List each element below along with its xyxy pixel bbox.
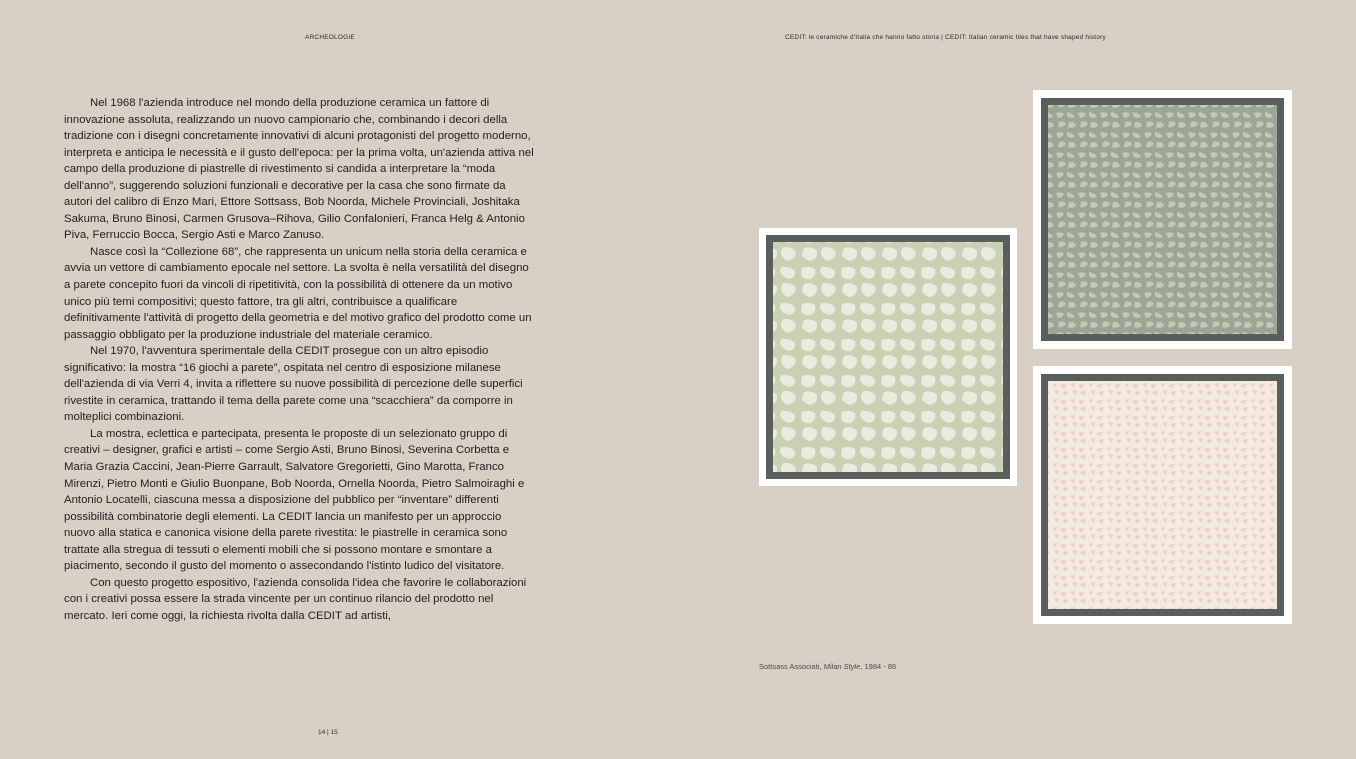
page-numbers: 14 | 15 bbox=[318, 729, 338, 736]
running-head-right: CEDIT: le ceramiche d'Italia che hanno fatto storia | CEDIT: Italian ceramic tiles that have shaped history bbox=[785, 34, 1106, 41]
paragraph: Nel 1968 l'azienda introduce nel mondo della produzione ceramica un fattore di innovazione assoluta, realizzando un nuovo campionario che, combinando i decori della tradizione con i disegni concretamente innovativi di alcuni protagonisti del progetto moderno, interpreta e anticipa le necessità e il gusto dell'epoca: per la prima volta, un'azienda attiva nel campo della produzione di piastrelle di rivestimento si candida a interpretare la “moda dell'anno”, suggerendo soluzioni funzionali e decorative per la casa che sono firmate da autori del calibro di Enzo Mari, Ettore Sottsass, Bob Noorda, Michele Provinciali, Joshitaka Sakuma, Bruno Binosi, Carmen Grusova–Rihova, Gilio Confalonieri, Franca Helg & Antonio Piva, Ferruccio Bocca, Sergio Asti e Marco Zanuso. bbox=[64, 97, 534, 242]
body-text bbox=[64, 95, 534, 625]
paragraph: La mostra, eclettica e partecipata, presenta le proposte di un selezionato gruppo di creativi – designer, grafici e artisti – come Sergio Asti, Bruno Binosi, Severina Corbetta e Maria Grazia Caccini, Jean-Pierre Garrault, Salvatore Gregorietti, Gino Marotta, Franco Mirenzi, Pietro Monti e Giulio Buonpane, Bob Noorda, Ornella Noorda, Pietro Salmoiraghi e Antonio Locatelli, ciascuna messa a disposizione del pubblico per “inventare” differenti possibilità combinatorie degli elementi. La CEDIT lancia un manifesto per un approccio nuovo alla statica e canonica visione della parete rivestita: le piastrelle in ceramica sono trattate alla stregua di tessuti o elementi mobili che si possono montare e smontare a piacimento, secondo il gusto del momento o assecondando l'istinto ludico del visitatore. bbox=[64, 427, 525, 573]
image-caption bbox=[759, 662, 896, 671]
paragraph: Nel 1970, l'avventura sperimentale della CEDIT prosegue con un altro episodio significativo: la mostra “16 giochi a parete”, ospitata nel centro di esposizione milanese dell'azienda di via Verri 4, invita a riflettere su nuove possibilità di percezione delle superfici rivestite in ceramica, trattando il tema della parete come una “scacchiera” da comporre in molteplici combinazioni. bbox=[64, 345, 523, 424]
caption-author: Sottsass Associati, bbox=[759, 662, 824, 671]
caption-years: , 1984 - 86 bbox=[860, 662, 897, 671]
paragraph: Nasce così la “Collezione 68”, che rappresenta un unicum nella storia della ceramica e avvia un vettore di cambiamento epocale nel settore. La svolta è nella versatilità del disegno a parete concepito fuori da vincoli di ripetitività, con la possibilità di ottenere da un motivo unico più temi compositivi; questo fattore, tra gli altri, contribuisce a qualificare definitivamente l'attività di progetto della geometria e del motivo grafico del prodotto come un passaggio obbligato per la produzione industriale del materiale ceramico. bbox=[64, 245, 532, 341]
tile-image-green-blobs bbox=[759, 228, 1017, 486]
caption-title: Milan Style bbox=[823, 662, 861, 671]
tile-image-sage-lace bbox=[1033, 90, 1292, 349]
tile-image-peach-confetti bbox=[1033, 366, 1292, 624]
paragraph: Con questo progetto espositivo, l'azienda consolida l'idea che favorire le collaborazioni con i creativi possa essere la strada vincente per un continuo rilancio del prodotto nel mercato. Ieri come oggi, la richiesta rivolta dalla CEDIT ad artisti, bbox=[64, 576, 527, 622]
running-head-left: ARCHEOLOGIE bbox=[305, 34, 355, 41]
